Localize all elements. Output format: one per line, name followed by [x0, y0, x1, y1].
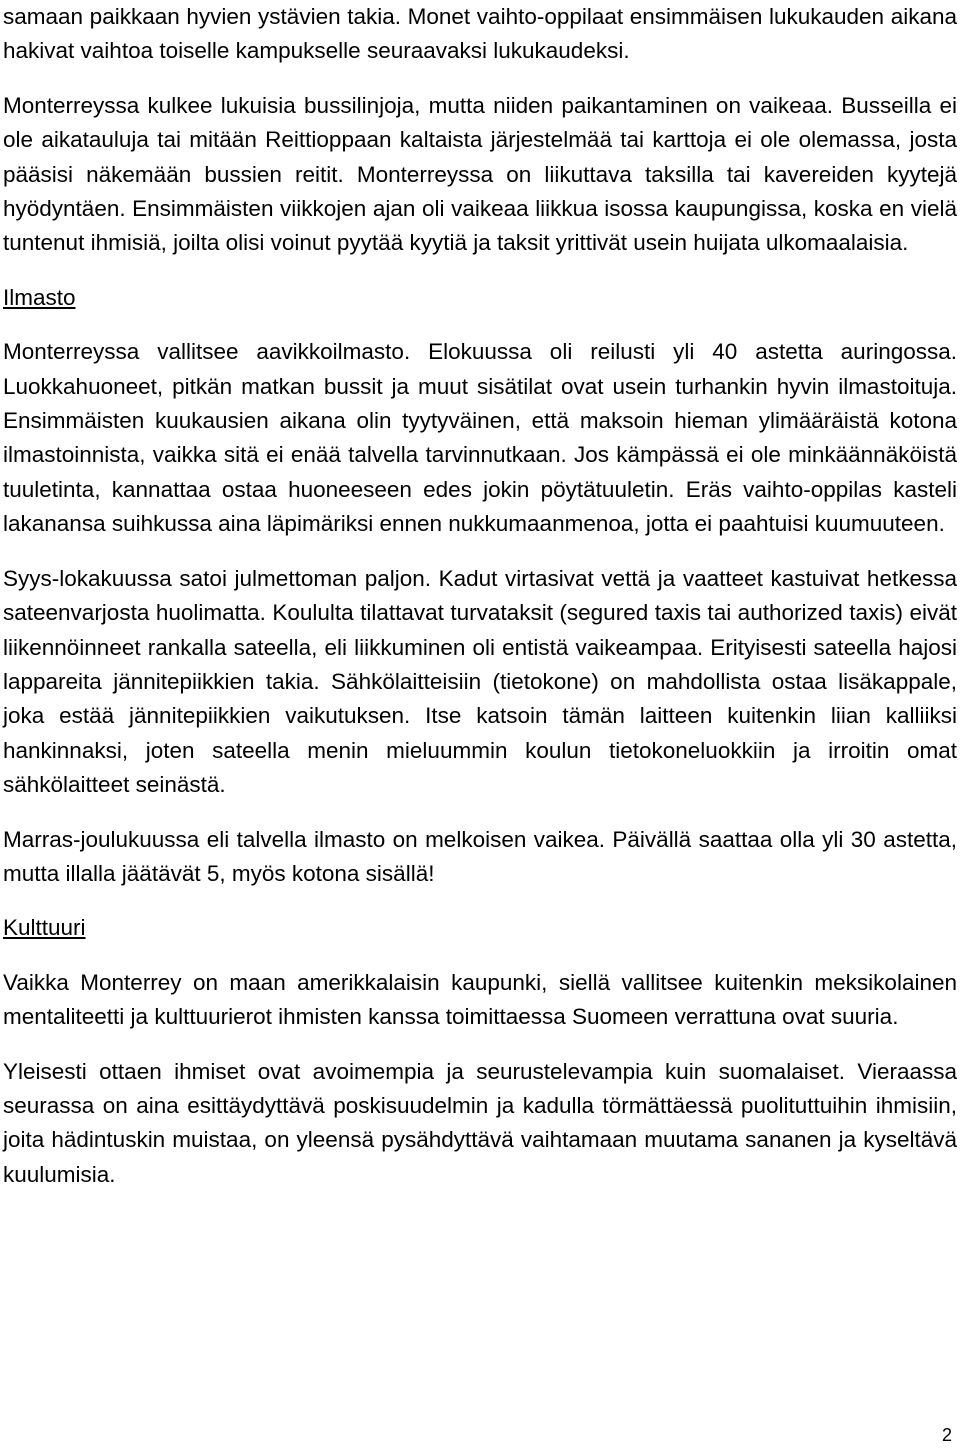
paragraph-desert-climate: Monterreyssa vallitsee aavikkoilmasto. Elokuussa oli reilusti yli 40 astetta auringossa. Luokkahuoneet, pitkän matkan bussit ja muut sisätilat ovat usein turhankin hyvin ilmastoituja. Ensimmäisten kuukausien aikana olin tyytyväinen, että maksoin hieman ylimääräistä kotona ilmastoinnista, vaikka sitä ei enää talvella tarvinnutkaan. Jos kämpässä ei ole minkäännäköistä tuuletinta, kannattaa ostaa huoneeseen edes jokin pöytätuuletin. Eräs vaihto-oppilas kasteli lakanansa suihkussa aina läpimäriksi ennen nukkumaanmenoa, jotta ei paahtuisi kuumuuteen. — [3, 339, 957, 537]
paragraph-gap — [3, 803, 957, 823]
paragraph-buses: Monterreyssa kulkee lukuisia bussilinjoja, mutta niiden paikantaminen on vaikeaa. Busseilla ei ole aikatauluja tai mitään Reittioppaan kaltaista järjestelmää tai karttoja ei ole olemassa, josta pääsisi näkemään bussien reitit. Monterreyssa on liikuttava taksilla tai kavereiden kyytejä hyödyntäen. Ensimmäisten viikkojen ajan oli vaikeaa liikkua isossa kaupungissa, koska en vielä tuntenut ihmisiä, joilta olisi voinut pyytää kyytiä ja taksit yrittivät usein huijata ulkomaalaisia. — [3, 92, 957, 256]
paragraph-gap — [3, 946, 957, 966]
paragraph-sociability: Yleisesti ottaen ihmiset ovat avoimempia ja seurustelevampia kuin suomalaiset. Vieraassa seurassa on aina esittäydyttävä poskisuudelmin ja kadulla törmättäessä puolituttuihin ihmisiin, joita hädintuskin muistaa, on yleensä pysähdyttävä vaihtamaan muutama sananen ja kyseltävä kuulumisia. — [3, 1058, 957, 1187]
paragraph-mentality: Vaikka Monterrey on maan amerikkalaisin kaupunki, siellä vallitsee kuitenkin meksikolainen mentaliteetti ja kulttuurierot ihmisten kanssa toimittaessa Suomeen verrattuna ovat suuria. — [3, 969, 957, 1030]
paragraph-exchange-students: samaan paikkaan hyvien ystävien takia. Monet vaihto-oppilaat ensimmäisen lukukauden aikana hakivat vaihtoa toiselle kampukselle seuraavaksi lukukaudeksi. — [3, 4, 957, 64]
paragraph-rain: Syys-lokakuussa satoi julmettoman paljon. Kadut virtasivat vettä ja vaatteet kastuivat hetkessa sateenvarjosta huolimatta. Koululta tilattavat turvataksit (segured taxis tai authorized taxis) eivät liikennöinneet rankalla sateella, eli liikkuminen oli entistä vaikeampaa. Erityisesti sateella hajosi lappareita jännitepiikkien takia. Sähkölaitteisiin (tietokone) on mahdollista ostaa lisäkappale, joka estää jännitepiikkien vaikutuksen. Itse katsoin tämän laitteen kuitenkin liian kalliiksi hankinnaksi, joten sateella menin mieluummin koulun tietokoneluokkiin ja irroitin omat sähkölaitteet seinästä. — [3, 565, 957, 798]
page-number: 2 — [941, 1425, 952, 1445]
paragraph-gap — [3, 315, 957, 335]
paragraph-gap — [3, 542, 957, 562]
paragraph-gap — [3, 261, 957, 281]
paragraph-winter: Marras-joulukuussa eli talvella ilmasto on melkoisen vaikea. Päivällä saattaa olla yli 30 astetta, mutta illalla jäätävät 5, myös kotona sisällä! — [3, 826, 957, 886]
document-page — [3, 0, 957, 1192]
section-heading-climate: Ilmasto — [3, 284, 76, 310]
section-heading-culture: Kulttuuri — [3, 915, 86, 941]
paragraph-gap — [3, 69, 957, 89]
paragraph-gap — [3, 1035, 957, 1055]
paragraph-gap — [3, 891, 957, 911]
